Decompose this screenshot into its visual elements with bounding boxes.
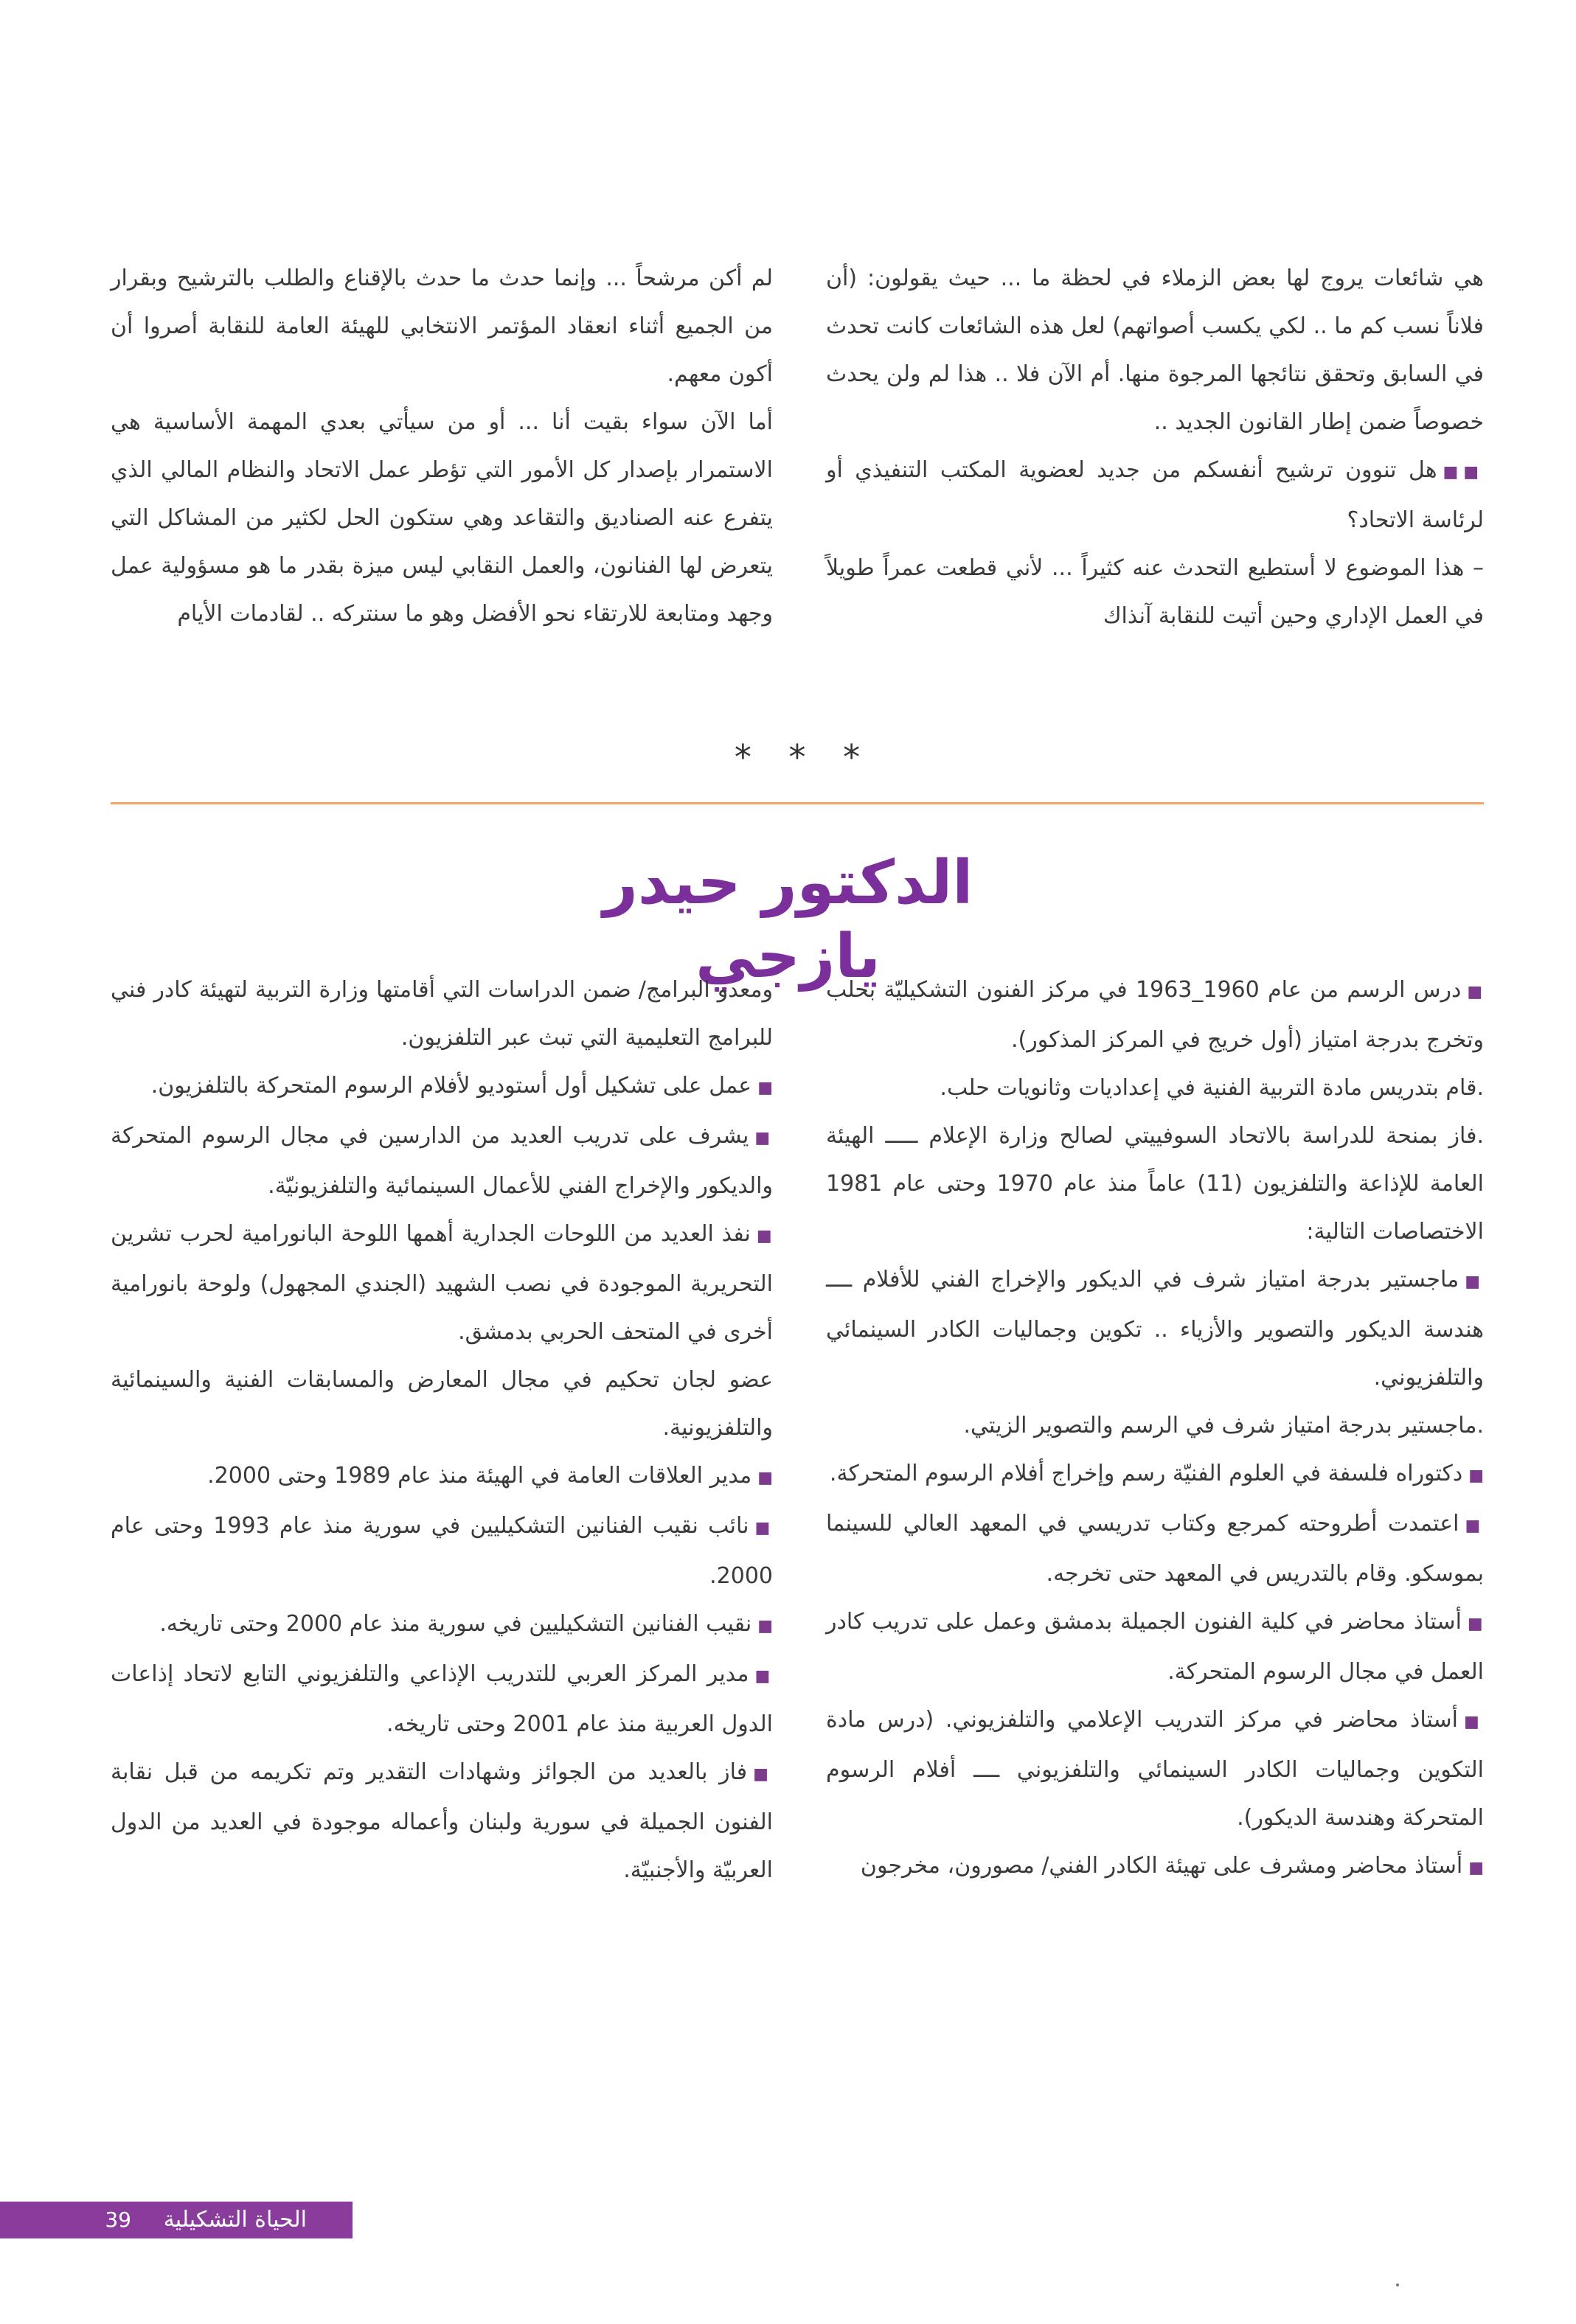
bio-right-column: [826, 966, 1484, 1892]
square-bullet-icon: ■: [754, 1667, 773, 1685]
bio-item: ■نائب نقيب الفنانين التشكيليين في سورية منذ عام 1993 وحتى عام 2000.: [111, 1513, 773, 1589]
square-bullet-icon: ■: [757, 1617, 773, 1635]
square-bullet-icon: ■: [1468, 1859, 1484, 1877]
interview-paragraph: أما الآن سواء بقيت أنا ... أو من سيأتي بعدي المهمة الأساسية هي الاستمرار بإصدار كل الأمور التي تؤطر عمل الاتحاد والنظام المالي الذي يتفرع عنه الصناديق والتقاعد وهي ستكون الحل لكثير من المشاكل التي يتعرض لها الفنانون، والعمل النقابي ليس ميزة بقدر ما هو مسؤولية عمل وجهد ومتابعة للارتقاء نحو الأفضل وهو ما سنتركه .. لقادمات الأيام: [111, 409, 773, 627]
bio-item: ■أستاذ محاضر في كلية الفنون الجميلة بدمشق وعمل على تدريب كادر العمل في مجال الرسوم المتحركة.: [826, 1609, 1484, 1685]
section-divider-line: [111, 802, 1484, 804]
magazine-name: الحياة التشكيلية: [163, 2207, 307, 2233]
bio-item: عضو لجان تحكيم في مجال المعارض والمسابقات الفنية والسينمائية والتلفزيونية.: [111, 1367, 773, 1441]
interview-left-column: [111, 254, 773, 638]
bio-item: ■أستاذ محاضر ومشرف على تهيئة الكادر الفني/ مصورون، مخرجون: [860, 1853, 1484, 1879]
article-title: الدكتور حيدر يازجي: [603, 848, 973, 992]
bio-item: ومعدو البرامج/ ضمن الدراسات التي أقامتها وزارة التربية لتهيئة كادر فني للبرامج التعليمية التي تبث عبر التلفزيون.: [111, 977, 773, 1051]
bio-item: ■نفذ العديد من اللوحات الجدارية أهمها اللوحة البانورامية لحرب تشرين التحريرية الموجودة في نصب الشهيد (الجندي المجهول) ولوحة بانورامية أخرى في المتحف الحربي بدمشق.: [111, 1221, 773, 1345]
interview-question-text: هل تنوون ترشيح أنفسكم من جديد لعضوية المكتب التنفيذي أو لرئاسة الاتحاد؟: [826, 457, 1484, 533]
bio-item: ■ماجستير بدرجة امتياز شرف في الديكور والإخراج الفني للأفلام ــــ هندسة الديكور والتصوير والأزياء .. تكوين وجماليات الكادر السينمائي والتلفزيوني.: [826, 1267, 1485, 1391]
square-bullet-icon: ■: [753, 1765, 773, 1784]
bio-item: .ماجستير بدرجة امتياز شرف في الرسم والتصوير الزيتي.: [963, 1413, 1484, 1438]
interview-paragraph: هي شائعات يروج لها بعض الزملاء في لحظة ما ... حيث يقولون: (أن فلاناً نسب كم ما .. لكي يكسب أصواتهم) لعل هذه الشائعات كانت تحدث في السابق وتحقق نتائجها المرجوة منها. أم الآن فلا .. هذا لم ولن يحدث خصوصاً ضمن إطار القانون الجديد ..: [826, 265, 1484, 435]
bio-item: ■دكتوراه فلسفة في العلوم الفنيّة رسم وإخراج أفلام الرسوم المتحركة.: [829, 1461, 1484, 1486]
bio-item: ■مدير العلاقات العامة في الهيئة منذ عام 1989 وحتى 2000.: [207, 1463, 773, 1489]
interview-question: [826, 446, 1484, 544]
interview-paragraph: – هذا الموضوع لا أستطيع التحدث عنه كثيراً ... لأني قطعت عمراً طويلاً في العمل الإداري وحين أتيت للنقابة آنذاك: [826, 555, 1484, 629]
square-bullet-icon: ■: [754, 1519, 773, 1537]
section-separator-stars: * * *: [734, 737, 874, 777]
square-bullet-icon: ■: [757, 1079, 773, 1097]
bio-left-column: [111, 966, 773, 1894]
square-bullet-icon: ■: [1468, 1467, 1484, 1485]
bio-item: ■عمل على تشكيل أول أستوديو لأفلام الرسوم المتحركة بالتلفزيون.: [150, 1073, 773, 1099]
square-bullet-icon: ■: [754, 1129, 773, 1147]
bio-item: ■يشرف على تدريب العديد من الدارسين في مجال الرسوم المتحركة والديكور والإخراج الفني للأعمال السينمائية والتلفزيونيّة.: [111, 1123, 773, 1199]
square-bullet-icon: ■: [1467, 983, 1485, 1001]
bio-item: ■نقيب الفنانين التشكيليين في سورية منذ عام 2000 وحتى تاريخه.: [159, 1611, 773, 1637]
interview-right-column: [826, 254, 1484, 640]
page-number: 39: [105, 2208, 131, 2232]
bio-item: ■مدير المركز العربي للتدريب الإذاعي والتلفزيوني التابع لاتحاد إذاعات الدول العربية منذ عام 2001 وحتى تاريخه.: [111, 1661, 773, 1737]
square-bullet-icon: ■: [756, 1227, 773, 1245]
square-bullet-icon: ■: [1464, 1713, 1484, 1731]
square-bullet-icon: ■: [1467, 1615, 1484, 1633]
bio-item: .قام بتدريس مادة التربية الفنية في إعداديات وثانويات حلب.: [940, 1075, 1484, 1101]
print-speck: [1396, 2283, 1399, 2286]
interview-paragraph: لم أكن مرشحاً ... وإنما حدث ما حدث بالإقناع والطلب بالترشيح وبقرار من الجميع أثناء انعقاد المؤتمر الانتخابي للهيئة العامة للنقابة أصروا أن أكون معهم.: [111, 265, 773, 387]
square-bullet-icon: ■: [757, 1469, 773, 1487]
square-bullet-icon: ■: [1465, 1517, 1484, 1535]
bio-item: ■أستاذ محاضر في مركز التدريب الإعلامي والتلفزيوني. (درس مادة التكوين وجماليات الكادر السينمائي والتلفزيوني ــــ أفلام الرسوم المتحركة وهندسة الديكور).: [826, 1707, 1484, 1831]
square-bullet-icon: ■■: [1443, 463, 1484, 481]
bio-item: ■درس الرسم من عام 1960_1963 في مركز الفنون التشكيليّة بحلب وتخرج بدرجة امتياز (أول خريج في المركز المذكور).: [826, 977, 1485, 1053]
square-bullet-icon: ■: [1465, 1273, 1485, 1291]
footer-band: [0, 2202, 353, 2238]
bio-item: ■اعتمدت أطروحته كمرجع وكتاب تدريسي في المعهد العالي للسينما بموسكو. وقام بالتدريس في المعهد حتى تخرجه.: [826, 1511, 1484, 1587]
bio-item: .فاز بمنحة للدراسة بالاتحاد السوفييتي لصالح وزارة الإعلام ـــــ الهيئة العامة للإذاعة والتلفزيون (11) عاماً منذ عام 1970 وحتى عام 1981 الاختصاصات التالية:: [826, 1123, 1484, 1245]
bio-item: ■فاز بالعديد من الجوائز وشهادات التقدير وتم تكريمه من قبل نقابة الفنون الجميلة في سورية ولبنان وأعماله موجودة في العديد من الدول العربيّة والأجنبيّة.: [111, 1759, 773, 1883]
